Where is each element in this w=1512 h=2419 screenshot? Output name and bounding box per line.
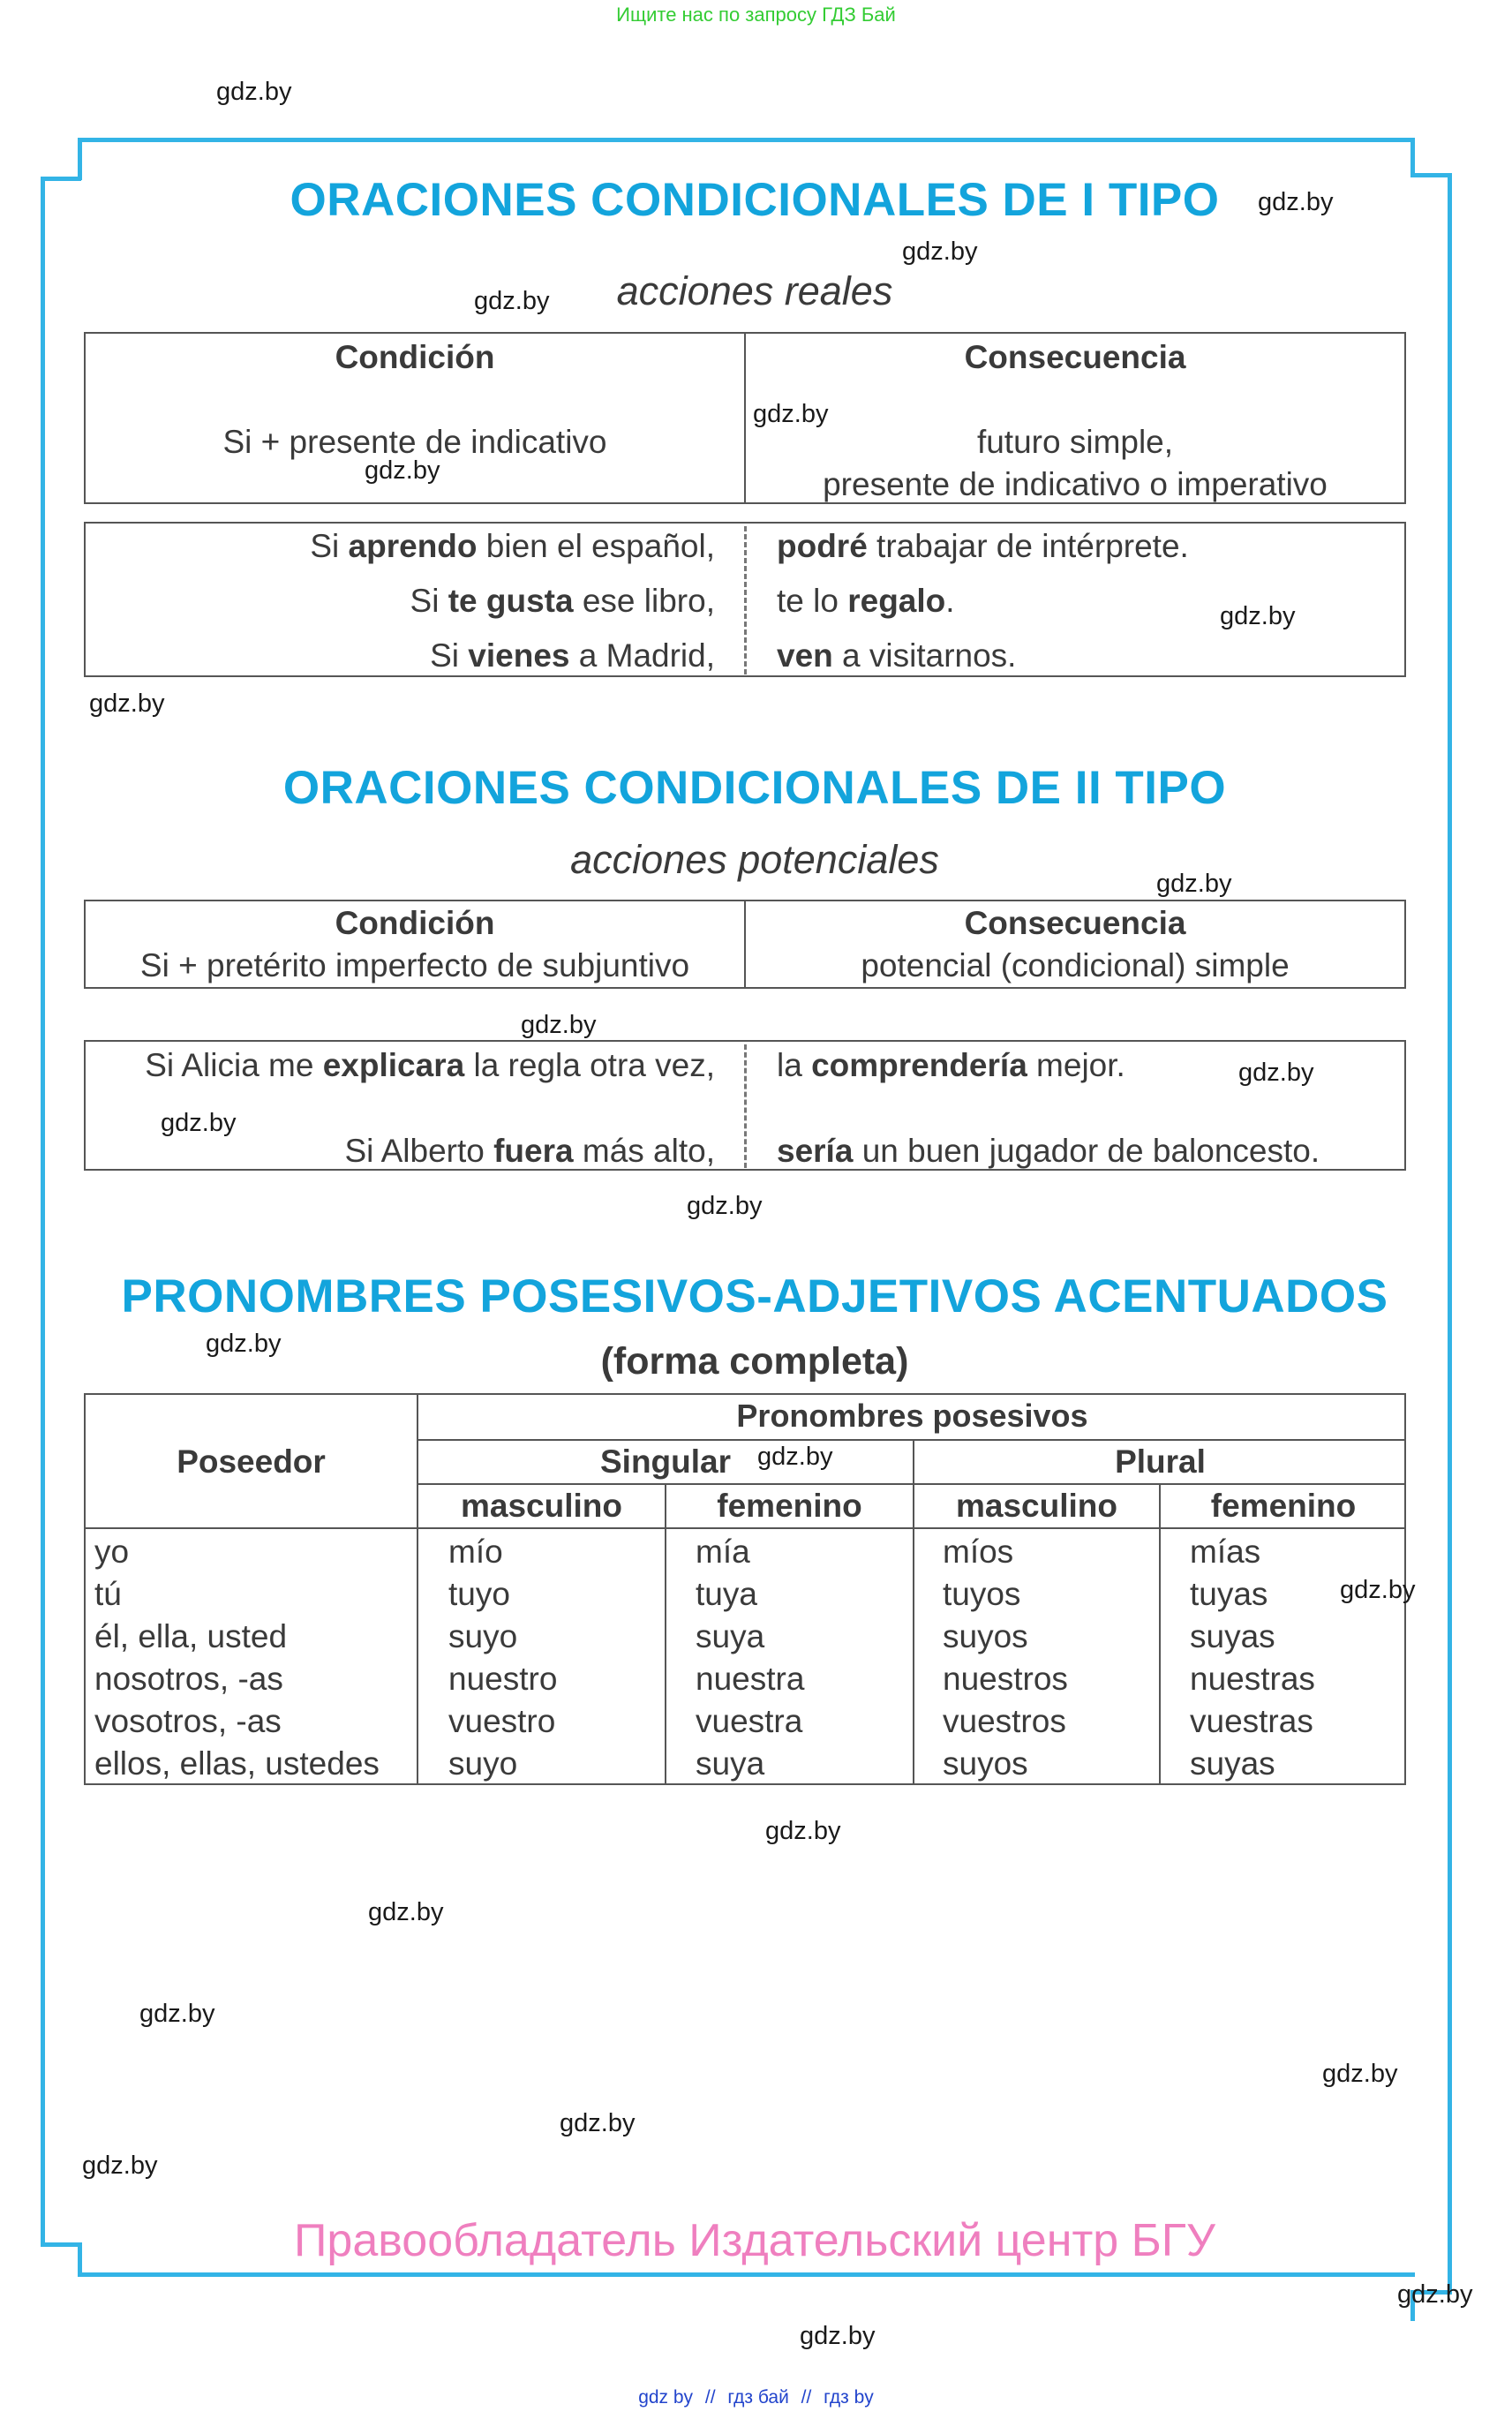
section3-title: PRONOMBRES POSESIVOS-ADJETIVOS ACENTUADOS [121, 1270, 1388, 1323]
consecuencia-header: Consecuencia [964, 339, 1186, 375]
watermark: gdz.by [1340, 1576, 1416, 1604]
watermark: gdz.by [765, 1817, 841, 1845]
condicion-rule: Si + presente de indicativo [222, 424, 607, 460]
watermark: gdz.by [161, 1109, 237, 1137]
example-condition: Si aprendo bien el español, [310, 528, 715, 564]
watermark: gdz.by [1258, 188, 1334, 216]
section1-title: ORACIONES CONDICIONALES DE I TIPO [290, 174, 1220, 226]
section2-title: ORACIONES CONDICIONALES DE II TIPO [282, 762, 1227, 814]
example-consequence: podré trabajar de intérprete. [777, 528, 1189, 564]
link-separator: // [801, 2387, 812, 2408]
bottom-link[interactable]: гдз бай [727, 2387, 789, 2408]
example-consequence: te lo regalo. [777, 583, 955, 619]
watermark: gdz.by [206, 1330, 282, 1358]
example-condition: Si vienes a Madrid, [430, 637, 715, 674]
watermark: gdz.by [82, 2151, 158, 2180]
example-consequence: ven a visitarnos. [777, 637, 1017, 674]
watermark: gdz.by [1156, 870, 1232, 898]
femenino-plural-header: femenino [1210, 1488, 1357, 1524]
bottom-links [0, 2387, 1512, 2408]
watermark: gdz.by [521, 1011, 597, 1039]
copyright-footer: Правообладатель Издательский центр БГУ [294, 2215, 1215, 2266]
top-banner: Ищите нас по запросу ГДЗ Бай [616, 4, 896, 26]
example-consequence: la comprendería mejor. [777, 1047, 1125, 1083]
watermark: gdz.by [216, 78, 292, 106]
femenino-singular-header: femenino [717, 1488, 862, 1524]
section3-subtitle: (forma completa) [600, 1340, 909, 1383]
watermark: gdz.by [368, 1898, 444, 1926]
example-condition: Si Alberto fuera más alto, [344, 1133, 715, 1169]
plural-header: Plural [1115, 1443, 1206, 1480]
condicion-rule: Si + pretérito imperfecto de subjuntivo [139, 947, 690, 983]
watermark: gdz.by [1220, 602, 1296, 630]
section1-subtitle: acciones reales [616, 268, 893, 313]
watermark: gdz.by [365, 456, 440, 485]
watermark: gdz.by [800, 2322, 876, 2350]
watermark: gdz.by [560, 2109, 636, 2137]
condicion-header: Condición [335, 339, 495, 375]
consecuencia-rule-2: presente de indicativo o imperativo [823, 466, 1328, 502]
link-separator: // [704, 2387, 716, 2408]
consecuencia-rule-1: futuro simple, [976, 424, 1174, 460]
poseedor-header: Poseedor [177, 1443, 326, 1480]
watermark: gdz.by [687, 1192, 763, 1220]
example-condition: Si te gusta ese libro, [410, 583, 715, 619]
masculino-plural-header: masculino [956, 1488, 1117, 1524]
condicion-header: Condición [335, 905, 495, 941]
example-consequence: sería un buen jugador de baloncesto. [777, 1133, 1320, 1169]
consecuencia-rule: potencial (condicional) simple [861, 947, 1290, 983]
watermark: gdz.by [139, 2000, 215, 2028]
masculino-singular-header: masculino [461, 1488, 622, 1524]
singular-header: Singular [599, 1443, 732, 1480]
watermark: gdz.by [474, 287, 550, 315]
watermark: gdz.by [757, 1443, 833, 1471]
watermark: gdz.by [1322, 2060, 1398, 2088]
section2-subtitle: acciones potenciales [570, 837, 939, 882]
watermark: gdz.by [89, 690, 165, 718]
consecuencia-header: Consecuencia [964, 905, 1186, 941]
watermark: gdz.by [1238, 1059, 1314, 1087]
watermark: gdz.by [902, 237, 978, 266]
bottom-link[interactable]: gdz by [638, 2387, 694, 2408]
bottom-link[interactable]: гдз by [824, 2387, 874, 2408]
watermark: gdz.by [753, 400, 829, 428]
pronombres-header: Pronombres posesivos [736, 1398, 1088, 1434]
watermark: gdz.by [1397, 2280, 1473, 2309]
example-condition: Si Alicia me explicara la regla otra vez, [145, 1047, 715, 1083]
